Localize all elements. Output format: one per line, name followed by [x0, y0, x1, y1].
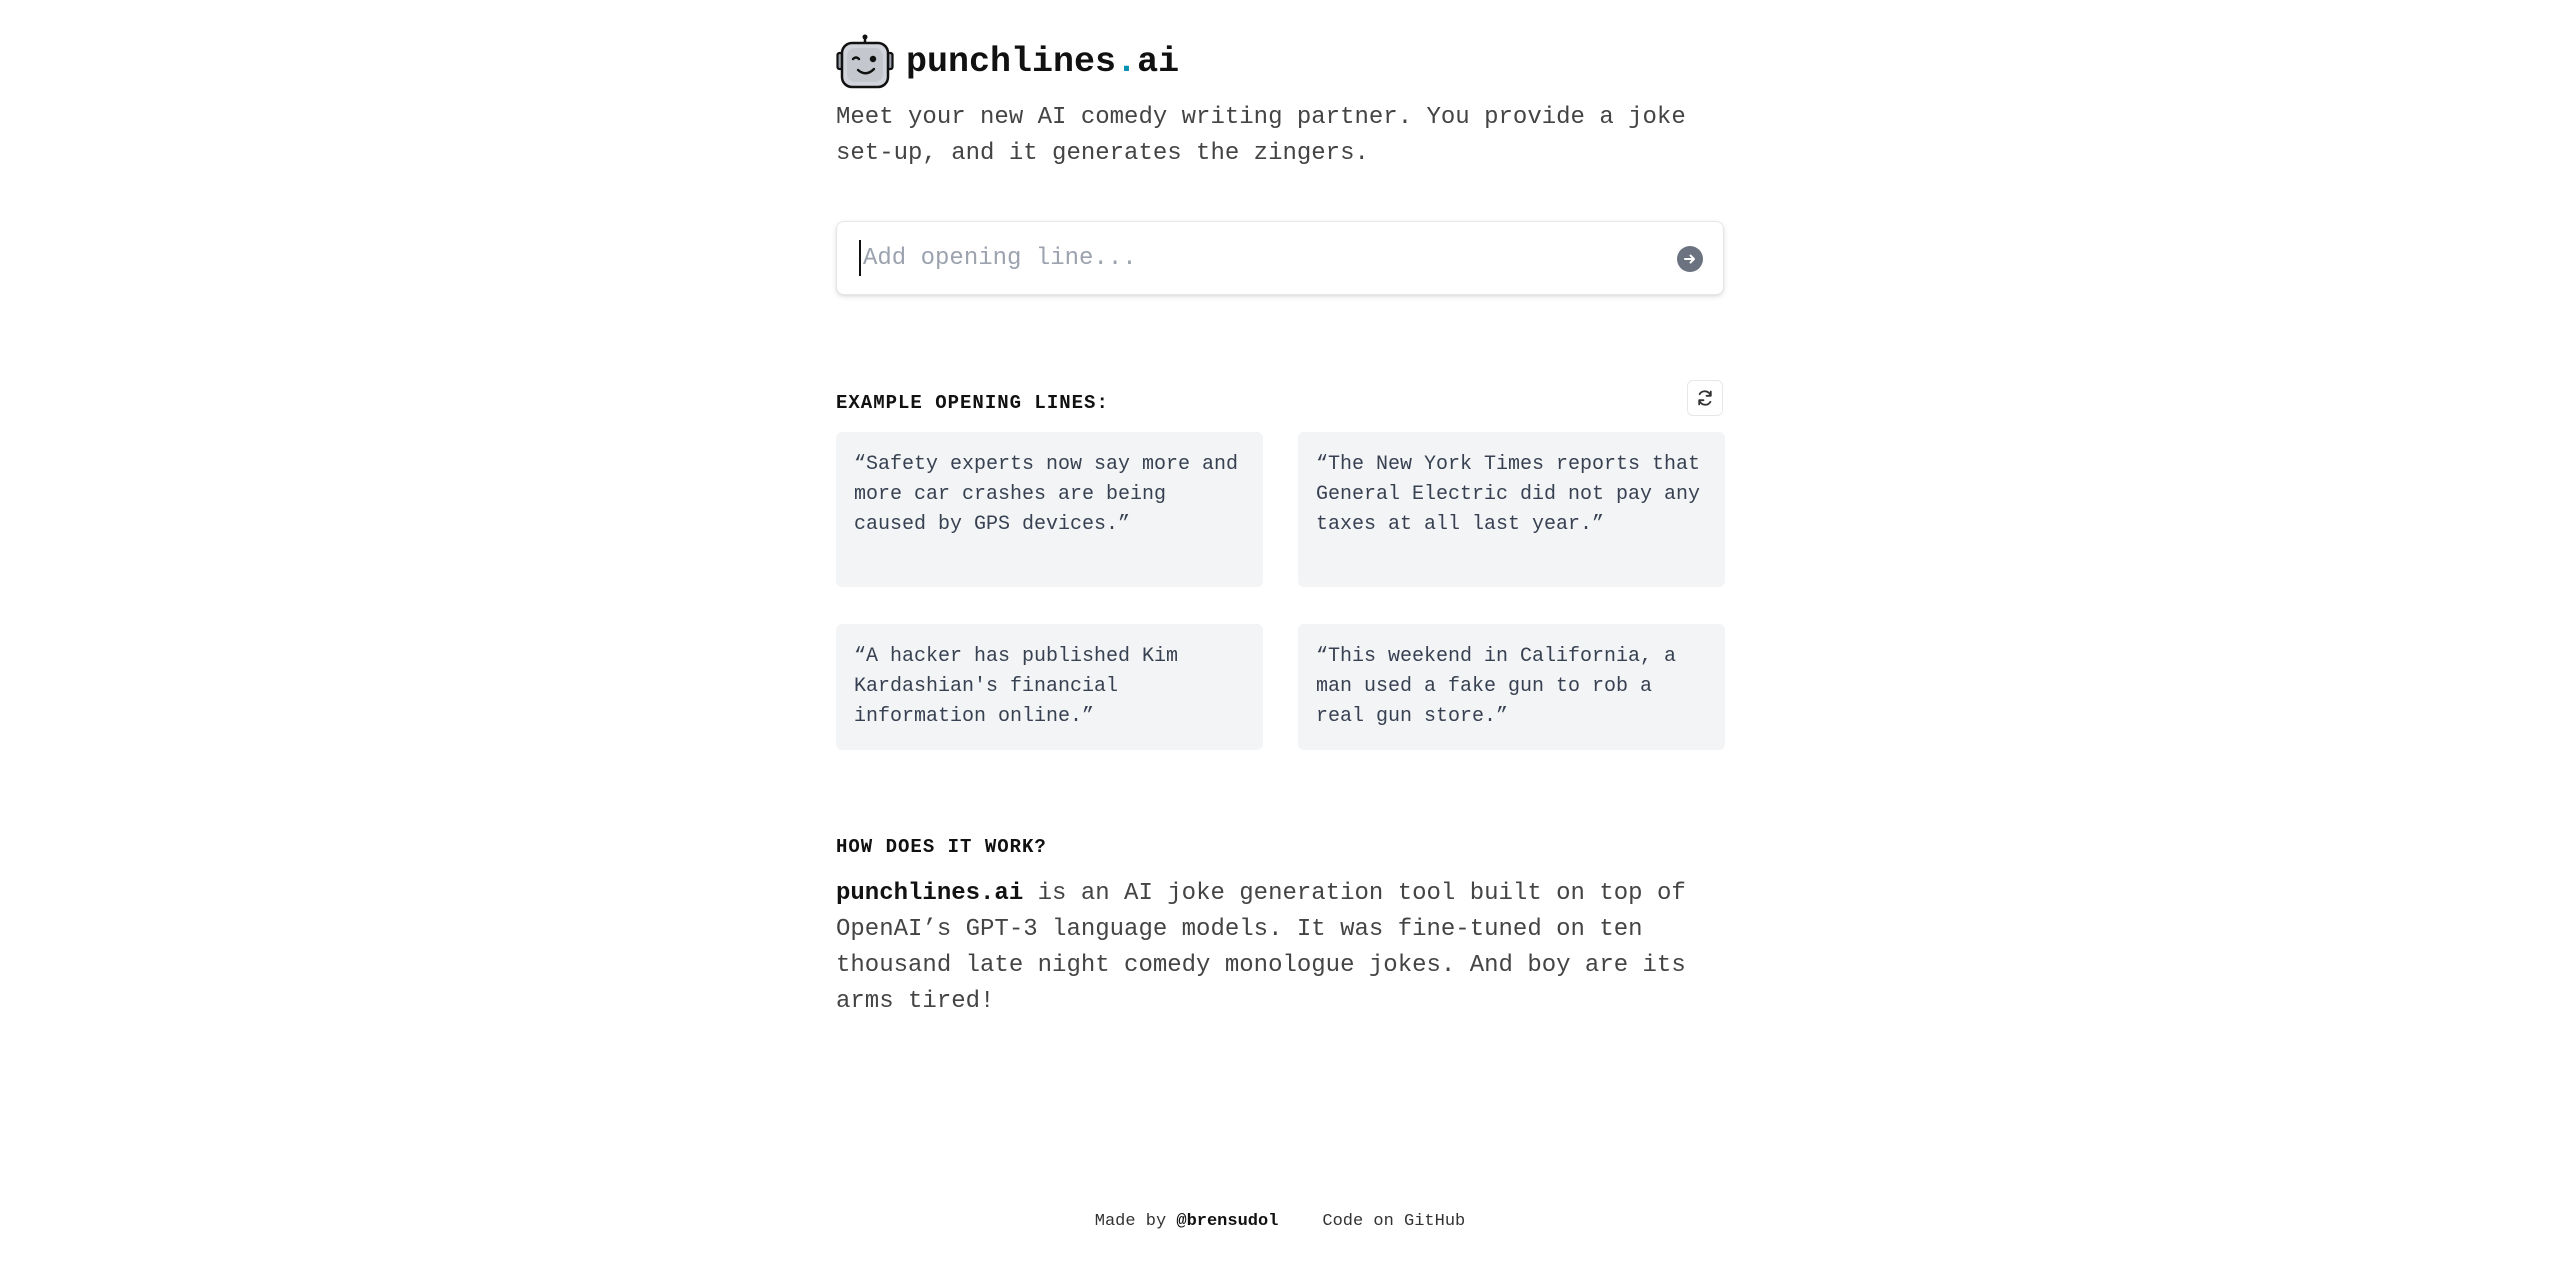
how-it-works-text	[836, 876, 1726, 1020]
footer	[0, 1212, 2560, 1231]
robot-face-icon	[836, 33, 894, 91]
brand-tld: ai	[1137, 42, 1180, 82]
brand-logo-text[interactable]	[906, 42, 1179, 82]
github-link[interactable]: Code on GitHub	[1322, 1212, 1466, 1231]
how-brand: punchlines.ai	[836, 880, 1024, 907]
submit-button[interactable]	[1677, 246, 1703, 272]
example-card[interactable]	[836, 432, 1263, 587]
examples-heading: EXAMPLE OPENING LINES:	[836, 392, 1109, 414]
how-body: is an AI joke generation tool built on top of OpenAI’s GPT-3 language models. It was fine-tuned on ten thousand late night comedy monologue jokes. And boy are its arms tired!	[836, 880, 1686, 1015]
example-text: “Safety experts now say more and more car crashes are being caused by GPS devices.”	[854, 453, 1239, 536]
made-by-label: Made by	[1094, 1212, 1177, 1231]
example-text: “This weekend in California, a man used a fake gun to rob a real gun store.”	[1316, 645, 1677, 728]
example-text: “A hacker has published Kim Kardashian's financial information online.”	[854, 645, 1179, 728]
author-handle-link[interactable]: @brensudol	[1176, 1212, 1279, 1231]
header	[836, 33, 1179, 91]
example-card[interactable]	[1298, 624, 1725, 750]
example-text: “The New York Times reports that General Electric did not pay any taxes at all last year.”	[1316, 453, 1701, 536]
example-card[interactable]	[836, 624, 1263, 750]
example-card[interactable]	[1298, 432, 1725, 587]
refresh-icon	[1695, 388, 1715, 408]
tagline: Meet your new AI comedy writing partner. You provide a joke set-up, and it generates the zingers.	[836, 104, 1686, 167]
brand-name: punchlines	[906, 42, 1117, 82]
how-it-works-heading: HOW DOES IT WORK?	[836, 836, 1047, 858]
opening-line-input[interactable]	[859, 240, 1663, 276]
refresh-examples-button[interactable]	[1687, 380, 1723, 416]
opening-line-form	[836, 221, 1724, 295]
brand-dot: .	[1116, 42, 1138, 82]
arrow-right-circle-icon	[1683, 252, 1697, 266]
